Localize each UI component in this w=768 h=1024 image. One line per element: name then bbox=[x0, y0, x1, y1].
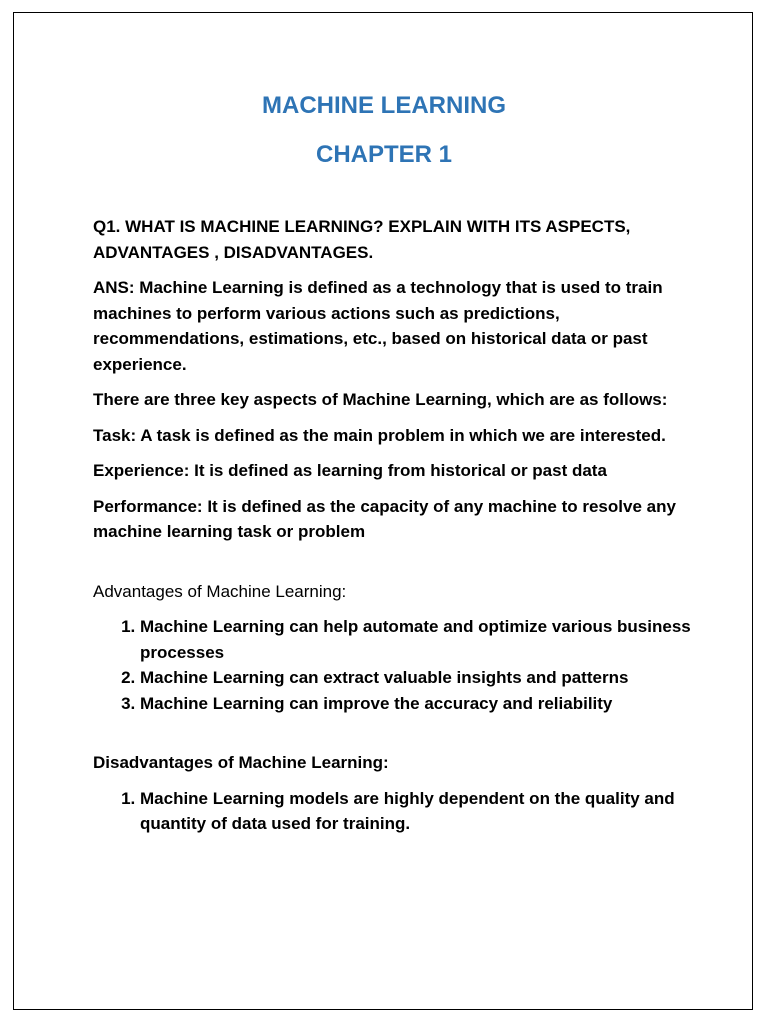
aspect-performance: Performance: It is defined as the capacity of any machine to resolve any machine learning task or problem bbox=[93, 496, 676, 541]
aspects-intro: There are three key aspects of Machine Learning, which are as follows: bbox=[93, 390, 668, 409]
advantage-item: 1. Machine Learning can help automate and optimize various business processes bbox=[140, 614, 693, 665]
disadvantage-item: 1. Machine Learning models are highly dependent on the quality and quantity of data used for training. bbox=[140, 786, 693, 837]
disadvantages-heading: Disadvantages of Machine Learning: bbox=[93, 753, 389, 772]
answer-text: ANS: Machine Learning is defined as a technology that is used to train machines to perform various actions such as predictions, recommendations, estimations, etc., based on historical data or past experience. bbox=[93, 278, 663, 374]
document-title: MACHINE LEARNING bbox=[262, 92, 506, 119]
advantages-heading: Advantages of Machine Learning: bbox=[93, 581, 347, 601]
aspect-task: Task: A task is defined as the main problem in which we are interested. bbox=[93, 425, 666, 445]
aspect-experience: Experience: It is defined as learning from historical or past data bbox=[93, 461, 607, 480]
chapter-heading: CHAPTER 1 bbox=[315, 141, 453, 168]
document-body bbox=[93, 214, 693, 837]
disadvantages-list bbox=[93, 786, 693, 837]
question-text: Q1. WHAT IS MACHINE LEARNING? EXPLAIN WITH ITS ASPECTS, ADVANTAGES , DISADVANTAGES. bbox=[93, 217, 631, 262]
advantages-list bbox=[93, 614, 693, 716]
advantage-item: 3. Machine Learning can improve the accuracy and reliability bbox=[140, 691, 693, 717]
advantage-item: 2. Machine Learning can extract valuable insights and patterns bbox=[140, 665, 693, 691]
